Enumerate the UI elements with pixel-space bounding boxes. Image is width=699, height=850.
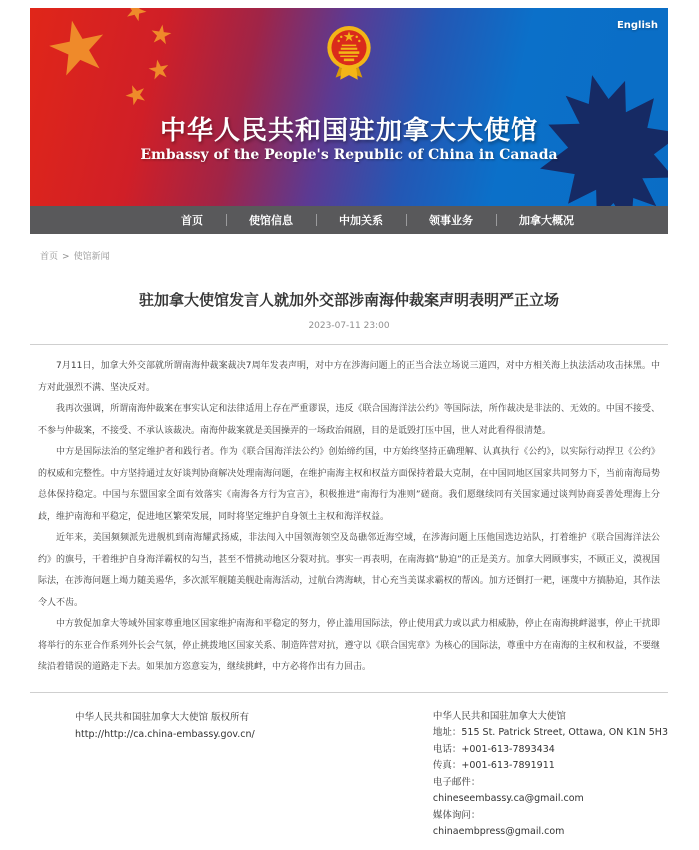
article-paragraph: 中方是国际法治的坚定维护者和践行者。作为《联合国海洋法公约》创始缔约国，中方始终坚持正确理解、认真执行《公约》，以实际行动捍卫《公约》的权威和完整性。中方坚持通过友好谈判协商解决处理南海问题，在维护南海主权和权益方面保持着最大克制，在中国同地区国家共同努力下，当前南海局势总体保持稳定。中国与东盟国家全面有效落实《南海各方行为宣言》，积极推进“南海行为准则”磋商。我们愿继续同有关国家通过谈判协商妥善处理海上分歧，维护南海和平稳定，促进地区繁荣发展，同时将坚定维护自身领土主权和海洋权益。 <box>38 447 660 522</box>
article-paragraph: 7月11日，加拿大外交部就所谓南海仲裁案裁决7周年发表声明，对中方在涉海问题上的正当合法立场说三道四，对中方相关海上执法活动攻击抹黑。中方对此强烈不满、坚决反对。 <box>38 361 660 393</box>
embassy-title-cn: 中华人民共和国驻加拿大大使馆 <box>159 116 538 146</box>
footer-address: 地址：515 St. Patrick Street, Ottawa, ON K1N 5H3 <box>432 727 668 738</box>
article-paragraph: 我再次强调，所谓南海仲裁案在事实认定和法律适用上存在严重谬误，违反《联合国海洋法公约》等国际法，所作裁决是非法的、无效的。中国不接受、不参与仲裁案，不接受、不承认该裁决。南海仲裁案就是美国操弄的一场政治闹剧，目的是诋毁打压中国，世人对此看得很清楚。 <box>38 404 660 436</box>
footer-phone: 电话：+001-613-7893434 <box>432 743 555 755</box>
article-body <box>38 356 660 679</box>
footer-email: chineseembassy.ca@gmail.com <box>432 793 584 804</box>
flag-stars-decoration <box>30 8 230 206</box>
footer-fax: 传真：+001-613-7891911 <box>432 760 555 771</box>
national-emblem-icon <box>323 25 375 89</box>
footer <box>30 693 668 841</box>
footer-media-label: 媒体询问： <box>432 809 481 821</box>
footer-embassy-name: 中华人民共和国驻加拿大大使馆 <box>432 710 566 722</box>
breadcrumb-separator: > <box>62 252 70 262</box>
footer-media-email: chinaembpress@gmail.com <box>432 826 565 837</box>
breadcrumb-embassy-news[interactable]: 使馆新闻 <box>73 252 110 262</box>
article-paragraph: 中方敦促加拿大等域外国家尊重地区国家维护南海和平稳定的努力，停止滥用国际法，停止使用武力或以武力相威胁，停止在南海挑衅滋事，停止干扰即将举行的东亚合作系列外长会气氛，停止挑拨地区国家关系、制造阵营对抗，遵守以《联合国宪章》为核心的国际法，尊重中方在南海的主权和权益，不要继续沿着错误的道路走下去。如果加方恣意妄为，继续挑衅，中方必将作出有力回击。 <box>38 619 660 672</box>
nav-item-embassy-info[interactable]: 使馆信息 <box>226 212 316 228</box>
nav-item-china-canada-relations[interactable]: 中加关系 <box>316 212 406 228</box>
footer-contact-column <box>433 709 668 841</box>
nav-item-consular-services[interactable]: 领事业务 <box>406 212 496 228</box>
footer-copyright: 中华人民共和国驻加拿大大使馆 版权所有 <box>75 711 250 723</box>
footer-left-column <box>75 709 433 841</box>
article-date: 2023-07-11 23:00 <box>308 321 390 331</box>
nav-item-home[interactable]: 首页 <box>181 214 203 227</box>
main-nav <box>30 206 668 234</box>
footer-website-link[interactable]: http://http://ca.china-embassy.gov.cn/ <box>75 728 255 740</box>
footer-email-label: 电子邮件： <box>432 776 481 788</box>
embassy-title-en: Embassy of the People's Republic of China in Canada <box>140 147 558 163</box>
nav-item-about-canada[interactable]: 加拿大概况 <box>496 212 597 228</box>
breadcrumb-home[interactable]: 首页 <box>40 252 59 262</box>
divider-top <box>30 344 668 345</box>
breadcrumb <box>40 249 668 262</box>
article-paragraph: 近年来，美国频频派先进舰机到南海耀武扬威，非法闯入中国领海领空及岛礁邻近海空域，在涉海问题上压他国选边站队，打着维护《联合国海洋法公约》的旗号，干着维护自身海洋霸权的勾当，甚至不惜挑动地区分裂对抗。事实一再表明，在南海搞“胁迫”的正是美方。加拿大罔顾事实，不顾正义，漠视国际法，在涉海问题上竭力随美遏华，多次派军舰随美舰赴南海活动，过航台湾海峡，甘心充当美谋求霸权的帮凶。加方还倒打一耙，诬蔑中方搞胁迫，其作法令人不齿。 <box>38 533 660 608</box>
language-toggle-english[interactable]: English <box>616 20 658 31</box>
article-title: 驻加拿大使馆发言人就加外交部涉南海仲裁案声明表明严正立场 <box>138 291 559 309</box>
header-banner <box>30 8 668 206</box>
